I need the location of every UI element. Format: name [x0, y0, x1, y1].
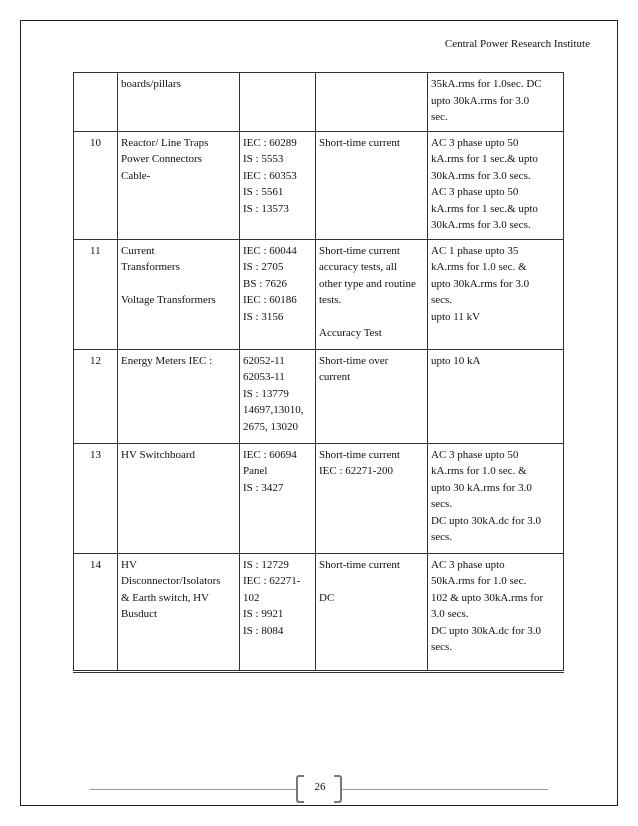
range-cell: AC 3 phase upto 50 kA.rms for 1.0 sec. & upto 30 kA.rms for 3.0 secs. DC upto 30kA.dc for 3.0 secs.: [428, 443, 564, 553]
equipment-cell: boards/pillars: [118, 73, 240, 132]
table-row: [74, 349, 564, 443]
table-row: [74, 131, 564, 239]
test-cell: [316, 73, 428, 132]
equipment-cell: Reactor/ Line Traps Power Connectors Cable-: [118, 131, 240, 239]
page-number: 26: [314, 781, 326, 793]
row-number: 14: [74, 553, 118, 671]
equipment-cell: HV Switchboard: [118, 443, 240, 553]
range-cell: 35kA.rms for 1.0sec. DC upto 30kA.rms for 3.0 sec.: [428, 73, 564, 132]
standards-cell: IS : 12729 IEC : 62271- 102 IS : 9921 IS : 8084: [240, 553, 316, 671]
standards-cell: IEC : 60044 IS : 2705 BS : 7626 IEC : 60186 IS : 3156: [240, 239, 316, 349]
range-cell: AC 3 phase upto 50 kA.rms for 1 sec.& upto 30kA.rms for 3.0 secs. AC 3 phase upto 50 kA.rms for 1 sec.& upto 30kA.rms for 3.0 secs.: [428, 131, 564, 239]
test-cell: Short-time current: [316, 131, 428, 239]
row-number: 13: [74, 443, 118, 553]
footer-rule-left: [90, 789, 296, 790]
row-number: 12: [74, 349, 118, 443]
standards-cell: IEC : 60694 Panel IS : 3427: [240, 443, 316, 553]
standards-cell: 62052-11 62053-11 IS : 13779 14697,13010, 2675, 13020: [240, 349, 316, 443]
test-cell: Short-time over current: [316, 349, 428, 443]
table-row: [74, 553, 564, 671]
row-number: 11: [74, 239, 118, 349]
page-footer: [90, 773, 548, 803]
row-number: 10: [74, 131, 118, 239]
equipment-cell: Energy Meters IEC :: [118, 349, 240, 443]
facilities-table: [73, 72, 564, 673]
table-row: [74, 443, 564, 553]
range-cell: upto 10 kA: [428, 349, 564, 443]
test-cell: Short-time current accuracy tests, all other type and routine tests. Accuracy Test: [316, 239, 428, 349]
table-row: [74, 239, 564, 349]
table-row: [74, 73, 564, 132]
right-bracket-icon: [334, 775, 342, 803]
equipment-cell: Current Transformers Voltage Transformers: [118, 239, 240, 349]
range-cell: AC 1 phase upto 35 kA.rms for 1.0 sec. & upto 30kA.rms for 3.0 secs. upto 11 kV: [428, 239, 564, 349]
standards-cell: [240, 73, 316, 132]
range-cell: AC 3 phase upto 50kA.rms for 1.0 sec. 102 & upto 30kA.rms for 3.0 secs. DC upto 30kA.dc for 3.0 secs.: [428, 553, 564, 671]
test-cell: Short-time current IEC : 62271-200: [316, 443, 428, 553]
header-institute: Central Power Research Institute: [444, 38, 590, 50]
equipment-cell: HV Disconnector/Isolators & Earth switch, HV Busduct: [118, 553, 240, 671]
test-cell: Short-time current DC: [316, 553, 428, 671]
footer-rule-right: [342, 789, 548, 790]
row-number: [74, 73, 118, 132]
standards-cell: IEC : 60289 IS : 5553 IEC : 60353 IS : 5561 IS : 13573: [240, 131, 316, 239]
